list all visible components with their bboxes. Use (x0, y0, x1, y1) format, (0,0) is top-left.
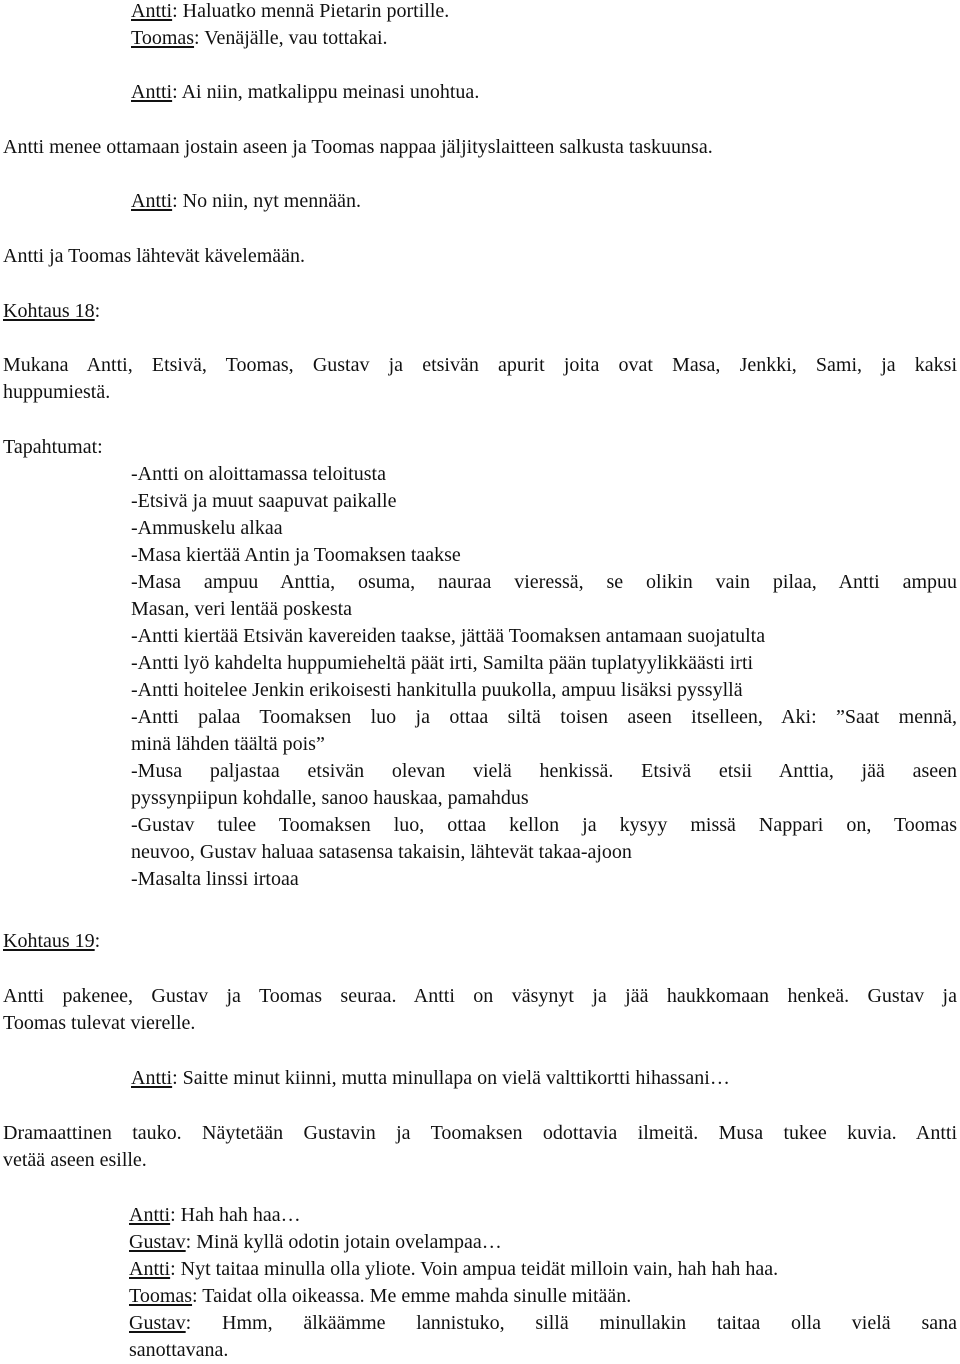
scene-heading-colon: : (94, 300, 101, 322)
speaker-name: Antti (131, 81, 173, 103)
dialogue-line (131, 188, 957, 215)
event-line: -Gustav tulee Toomaksen luo, ottaa kellon ja kysyy missä Nappari on, Toomas (131, 814, 957, 836)
event-line: neuvoo, Gustav haluaa satasensa takaisin, lähtevät takaa-ajoon (131, 841, 632, 863)
dialogue-text: : Minä kyllä odotin jotain ovelampaa… (185, 1231, 502, 1253)
event-line: -Antti on aloittamassa teloitusta (131, 463, 386, 485)
dialogue-line (131, 0, 957, 25)
dialogue-line (129, 1256, 957, 1283)
speaker-name: Antti (131, 190, 173, 212)
events-label: Tapahtumat: (3, 436, 103, 458)
event-line: -Masalta linssi irtoaa (131, 868, 299, 890)
event-line: -Antti hoitelee Jenkin erikoisesti hankitulla puukolla, ampuu lisäksi pyssyllä (131, 679, 743, 701)
cast-line: huppumiestä. (3, 381, 111, 403)
dialogue-text: : Ai niin, matkalippu meinasi unohtua. (172, 81, 480, 103)
speaker-name: Toomas (129, 1285, 193, 1307)
event-line: -Ammuskelu alkaa (131, 517, 283, 539)
event-line: -Masa ampuu Anttia, osuma, nauraa vieressä, se olikin vain pilaa, Antti ampuu (131, 571, 957, 593)
cast-line: Mukana Antti, Etsivä, Toomas, Gustav ja etsivän apurit joita ovat Masa, Jenkki, Sami, ja kaksi (3, 354, 957, 376)
speaker-name: Gustav (129, 1231, 186, 1253)
dialogue-block (131, 79, 957, 106)
action-paragraph (3, 243, 957, 270)
dialogue-block (131, 188, 957, 215)
action-line: Antti menee ottamaan jostain aseen ja Toomas nappaa jäljityslaitteen salkusta taskuunsa. (3, 136, 713, 158)
events-list (131, 461, 957, 893)
action-line: Dramaattinen tauko. Näytetään Gustavin ja Toomaksen odottavia ilmeitä. Musa tukee kuvia. Antti (3, 1122, 957, 1144)
dialogue-block (131, 1065, 957, 1092)
dialogue-line (131, 1065, 957, 1092)
scene-heading (3, 298, 957, 325)
speaker-name: Gustav (129, 1312, 186, 1334)
event-line: -Antti kiertää Etsivän kavereiden taakse, jättää Toomaksen antamaan suojatulta (131, 625, 766, 647)
dialogue-block (131, 0, 957, 52)
action-paragraph (3, 134, 957, 161)
action-line: vetää aseen esille. (3, 1149, 147, 1171)
event-line: minä lähden täältä pois” (131, 733, 325, 755)
dialogue-line (129, 1310, 957, 1337)
dialogue-text: : Hah hah haa… (170, 1204, 301, 1226)
speaker-name: Antti (131, 0, 173, 22)
event-line: -Antti lyö kahdelta huppumieheltä päät irti, Samilta pään tuplatyylikkäästi irti (131, 652, 754, 674)
event-line: -Musa paljastaa etsivän olevan vielä henkissä. Etsivä etsii Anttia, jää aseen (131, 760, 957, 782)
scene-heading (3, 928, 957, 955)
dialogue-text: : Haluatko mennä Pietarin portille. (172, 0, 450, 22)
action-line: Antti ja Toomas lähtevät kävelemään. (3, 245, 306, 267)
dialogue-line (131, 79, 957, 106)
dialogue-line (131, 25, 957, 52)
action-paragraph (3, 1120, 957, 1174)
scene-heading-title: Kohtaus 18 (3, 300, 95, 322)
scene-heading-colon: : (94, 930, 101, 952)
speaker-name: Antti (131, 1067, 173, 1089)
event-line: -Masa kiertää Antin ja Toomaksen taakse (131, 544, 461, 566)
dialogue-line (129, 1202, 957, 1229)
event-line: -Etsivä ja muut saapuvat paikalle (131, 490, 397, 512)
scene-heading-title: Kohtaus 19 (3, 930, 95, 952)
action-line: Antti pakenee, Gustav ja Toomas seuraa. Antti on väsynyt ja jää haukkomaan henkeä. Gustav ja (3, 985, 957, 1007)
speaker-name: Antti (129, 1204, 171, 1226)
action-line: Toomas tulevat vierelle. (3, 1012, 196, 1034)
dialogue-line: sanottavana. (129, 1339, 229, 1361)
dialogue-text: : No niin, nyt mennään. (172, 190, 361, 212)
dialogue-line (129, 1229, 957, 1256)
event-line: -Antti palaa Toomaksen luo ja ottaa siltä toisen aseen itselleen, Aki: ”Saat mennä, (131, 706, 957, 728)
cast-paragraph (3, 352, 957, 406)
dialogue-text: : Taidat olla oikeassa. Me emme mahda sinulle mitään. (192, 1285, 632, 1307)
dialogue-text: : Nyt taitaa minulla olla yliote. Voin ampua teidät milloin vain, hah hah haa. (170, 1258, 779, 1280)
speaker-name: Antti (129, 1258, 171, 1280)
dialogue-text: : Venäjälle, vau tottakai. (194, 27, 388, 49)
action-paragraph (3, 983, 957, 1037)
event-line: pyssynpiipun kohdalle, sanoo hauskaa, pamahdus (131, 787, 529, 809)
speaker-name: Toomas (131, 27, 195, 49)
dialogue-line (129, 1283, 957, 1310)
dialogue-text: : Hmm, älkäämme lannistuko, sillä minullakin taitaa olla vielä sana (185, 1312, 957, 1334)
dialogue-text: : Saitte minut kiinni, mutta minullapa on vielä valttikortti hihassani… (172, 1067, 730, 1089)
event-line: Masan, veri lentää poskesta (131, 598, 353, 620)
dialogue-block (129, 1202, 957, 1364)
